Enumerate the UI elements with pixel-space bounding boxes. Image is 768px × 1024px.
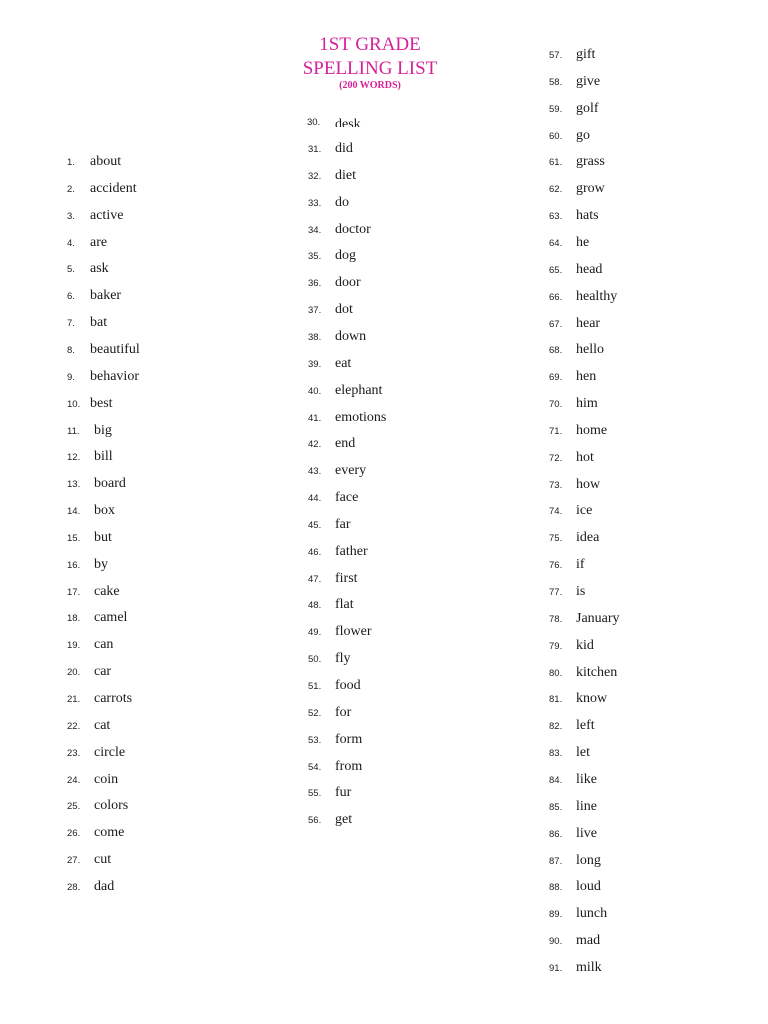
list-item-word: loud (576, 879, 601, 895)
list-item-word: doctor (335, 221, 371, 237)
list-item-number: 60. (549, 130, 563, 142)
list-item-number: 2. (67, 183, 75, 195)
list-item-word: car (94, 664, 112, 680)
list-item-number: 91. (549, 962, 563, 974)
list-item-number: 55. (308, 788, 322, 800)
list-item-word: food (335, 678, 361, 693)
list-item-word: far (335, 516, 351, 532)
list-item-word: lunch (576, 906, 608, 922)
list-item-word: bill (94, 449, 113, 465)
list-item-word: bat (90, 315, 108, 331)
list-item-word: cake (94, 583, 120, 599)
list-item-number: 10. (67, 398, 81, 410)
list-item-number: 4. (67, 237, 75, 249)
list-item-number: 86. (549, 828, 563, 840)
list-item-word: baker (90, 288, 122, 304)
list-item-number: 6. (67, 291, 75, 303)
list-item-number: 22. (67, 720, 81, 732)
list-item-number: 66. (549, 291, 563, 303)
list-item-word: left (576, 718, 595, 734)
list-item-number: 23. (67, 747, 81, 759)
list-item-number: 49. (308, 627, 322, 639)
list-item-word: go (576, 127, 590, 143)
list-item-number: 47. (308, 573, 322, 585)
list-item-number: 50. (308, 654, 322, 666)
list-item-number: 51. (308, 681, 322, 692)
list-item-number: 32. (308, 170, 322, 182)
list-item-number: 21. (67, 694, 81, 705)
list-item-number: 81. (549, 694, 563, 706)
list-item-number: 33. (308, 197, 322, 209)
list-item-number: 63. (549, 211, 563, 223)
list-item-word: line (576, 798, 597, 814)
page-title-line-2: SPELLING LIST (302, 58, 438, 79)
list-item-word: about (90, 154, 122, 169)
list-item-number: 90. (549, 936, 563, 948)
list-item-word: form (335, 731, 363, 747)
list-item-word: for (335, 704, 352, 720)
list-item-number: 41. (308, 412, 322, 424)
list-item-word: flat (335, 597, 354, 613)
list-item-number: 52. (308, 707, 322, 719)
list-item-word: idea (576, 530, 600, 546)
list-item-word: home (576, 422, 608, 438)
list-item-number: 84. (549, 774, 563, 786)
list-item-word: emotions (335, 409, 387, 425)
list-item-word: cat (94, 717, 111, 733)
list-item-number: 39. (308, 358, 322, 370)
list-item-word: hen (576, 369, 597, 385)
list-item-word: best (90, 395, 113, 411)
list-item-word: dog (335, 248, 356, 264)
list-item-word: eat (335, 355, 352, 371)
list-item-word: grow (576, 181, 605, 197)
list-item-word: live (576, 825, 597, 841)
list-item-word: dot (335, 302, 353, 318)
list-item-number: 76. (549, 560, 563, 572)
list-item-number: 30. (307, 117, 321, 127)
list-item-number: 37. (308, 305, 322, 317)
list-item-number: 85. (549, 801, 563, 813)
list-item-word: come (94, 825, 125, 841)
list-item-number: 34. (308, 224, 322, 236)
list-item-number: 48. (308, 600, 322, 612)
page-subtitle: (200 WORDS) (339, 80, 401, 91)
list-item-word: is (576, 584, 586, 599)
list-item-word: get (335, 812, 353, 828)
list-item-word: diet (335, 167, 356, 183)
list-item-number: 87. (549, 855, 563, 867)
list-item-word: long (576, 852, 601, 868)
list-item-word: carrots (94, 691, 133, 706)
list-item-number: 83. (549, 748, 563, 760)
list-item-number: 65. (549, 264, 563, 276)
list-item-word: beautiful (90, 341, 140, 357)
list-item-word: hot (576, 449, 594, 465)
list-item-number: 17. (67, 586, 81, 598)
list-item-number: 72. (549, 452, 563, 464)
list-item-word: January (576, 610, 620, 626)
list-item-number: 35. (308, 251, 322, 263)
list-item-number: 79. (549, 640, 563, 652)
list-item-word: but (94, 529, 112, 545)
list-item-word: kid (576, 637, 594, 653)
list-item-word: dad (94, 878, 115, 894)
list-item-word: let (576, 745, 590, 761)
clipped-list-item (305, 113, 425, 127)
list-item-number: 78. (549, 613, 563, 625)
list-item-number: 26. (67, 828, 81, 840)
list-item-word: camel (94, 610, 128, 626)
list-item-word: ice (576, 503, 593, 519)
list-item-number: 45. (308, 519, 322, 531)
list-item-number: 43. (308, 466, 322, 478)
list-item-word: every (335, 463, 367, 479)
list-item-number: 59. (549, 103, 563, 115)
list-item-word: first (335, 570, 358, 586)
list-item-number: 57. (549, 50, 563, 61)
list-item-word: elephant (335, 382, 383, 398)
list-item-word: healthy (576, 288, 618, 304)
list-item-word: by (94, 556, 108, 572)
list-item-number: 89. (549, 909, 563, 921)
list-item-number: 53. (308, 734, 322, 746)
list-item-word: active (90, 207, 124, 223)
list-item-word: if (576, 557, 585, 573)
list-item-word: board (94, 476, 126, 492)
list-item-number: 31. (308, 144, 322, 155)
list-item-word: accident (90, 180, 137, 196)
list-item-word: fly (335, 651, 351, 667)
list-item-word: father (335, 543, 368, 559)
list-item-number: 7. (67, 318, 75, 330)
list-item-number: 8. (67, 344, 75, 356)
list-item-number: 75. (549, 533, 563, 545)
list-item-number: 80. (549, 667, 563, 679)
list-item-word: from (335, 758, 363, 774)
list-item-number: 70. (549, 399, 563, 411)
list-item-number: 58. (549, 76, 563, 88)
list-item-number: 38. (308, 331, 322, 343)
list-item-word: face (335, 490, 359, 506)
list-item-number: 19. (67, 640, 81, 652)
list-item-number: 68. (549, 345, 563, 357)
list-item-number: 67. (549, 318, 563, 330)
list-item-word: milk (576, 959, 602, 975)
list-item-number: 40. (308, 385, 322, 397)
list-item-number: 74. (549, 506, 563, 518)
list-item-number: 25. (67, 801, 81, 813)
list-item-number: 15. (67, 532, 81, 544)
page-title-line-1: 1ST GRADE (319, 34, 421, 55)
list-item-word: flower (335, 624, 372, 640)
list-item-word: can (94, 637, 114, 653)
list-item-number: 16. (67, 559, 81, 571)
list-item-word: big (94, 422, 112, 438)
list-item-number: 88. (549, 882, 563, 894)
list-item-word: are (90, 234, 108, 250)
list-item-number: 27. (67, 855, 81, 867)
list-item-number: 62. (549, 184, 563, 196)
list-item-number: 71. (549, 425, 563, 437)
list-item-word: give (576, 73, 601, 89)
list-item-word: circle (94, 744, 126, 760)
list-item-number: 3. (67, 210, 75, 222)
list-item-number: 12. (67, 452, 81, 464)
list-item-word: do (335, 194, 349, 210)
list-item-word: hats (576, 208, 599, 224)
list-item-number: 44. (308, 493, 322, 505)
list-item-word: cut (94, 852, 112, 868)
list-item-number: 61. (549, 157, 563, 169)
list-item-number: 18. (67, 613, 81, 625)
list-item-word: colors (94, 798, 129, 814)
list-item-number: 11. (67, 425, 80, 437)
list-item-word: gift (576, 47, 596, 62)
list-item-word: ask (90, 261, 109, 277)
list-item-number: 9. (67, 371, 75, 383)
list-item-number: 14. (67, 506, 81, 518)
list-item-number: 5. (67, 264, 75, 276)
list-item-word: how (576, 476, 601, 492)
list-item-word: down (335, 328, 367, 344)
list-item-word: did (335, 141, 353, 156)
list-item-number: 56. (308, 815, 322, 827)
list-item-word: desk (335, 117, 361, 127)
list-item-word: head (576, 261, 603, 277)
list-item-word: behavior (90, 368, 139, 384)
list-item-word: mad (576, 933, 601, 949)
list-item-number: 28. (67, 881, 81, 893)
list-item-number: 20. (67, 667, 81, 679)
list-item-number: 64. (549, 237, 563, 249)
list-item-word: end (335, 436, 356, 452)
list-item-number: 77. (549, 587, 563, 598)
list-item-word: box (94, 503, 115, 519)
list-item-word: know (576, 691, 608, 707)
list-item-number: 1. (67, 157, 75, 168)
list-item-word: kitchen (576, 664, 618, 680)
list-item-number: 36. (308, 278, 322, 290)
list-item-number: 13. (67, 479, 81, 491)
list-item-number: 82. (549, 721, 563, 733)
list-item-word: he (576, 234, 590, 250)
list-item-word: like (576, 771, 597, 787)
list-item-number: 24. (67, 774, 81, 786)
list-item-number: 69. (549, 372, 563, 384)
list-item-word: door (335, 275, 361, 291)
list-item-word: fur (335, 785, 352, 801)
list-item-word: him (576, 396, 598, 412)
list-item-number: 54. (308, 761, 322, 773)
list-item-word: hello (576, 342, 604, 358)
list-item-number: 42. (308, 439, 322, 451)
list-item-word: grass (576, 154, 605, 170)
list-item-number: 73. (549, 479, 563, 491)
list-item-number: 46. (308, 546, 322, 558)
list-item-word: coin (94, 771, 119, 787)
list-item-word: golf (576, 100, 599, 116)
list-item-word: hear (576, 315, 601, 331)
